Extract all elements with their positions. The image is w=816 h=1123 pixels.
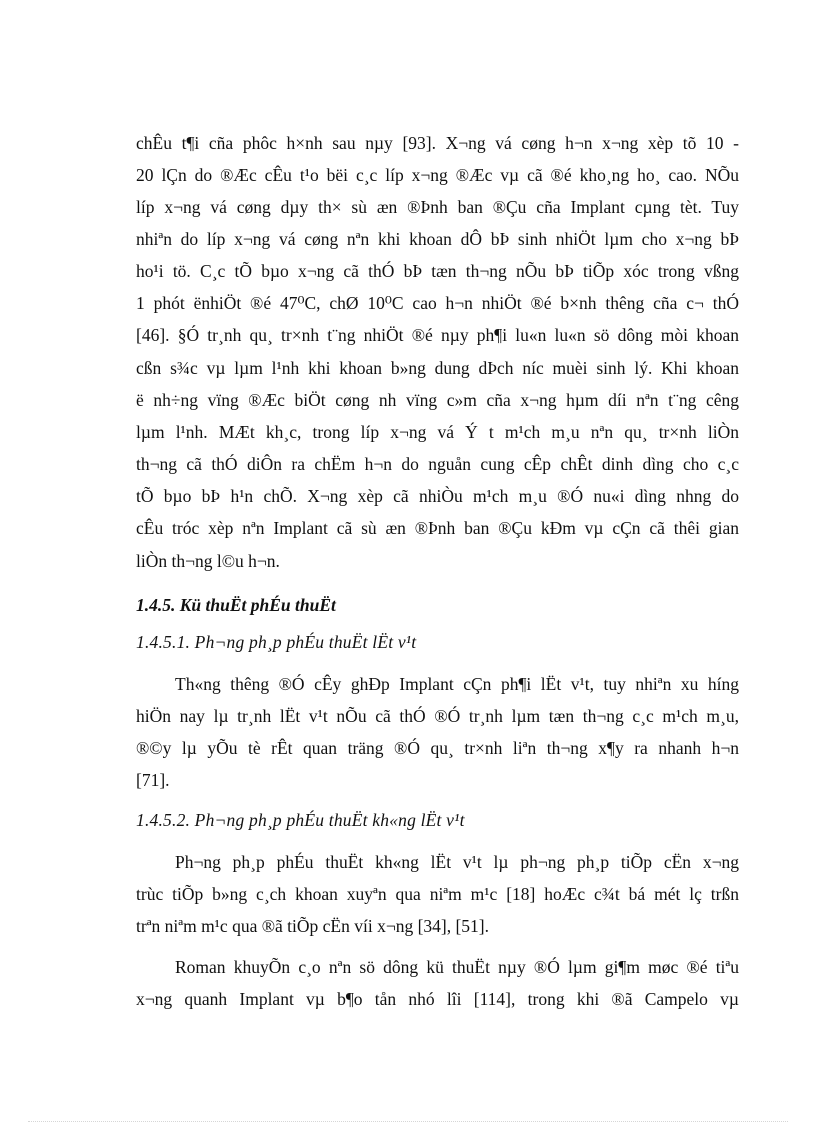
text-line: ho¹i tö. C¸c tÕ bµo x¬ng cã thÓ bÞ tæn th¬ng nÕu bÞ tiÕp xóc trong vßng [136,261,739,281]
text-line: cÊu tróc xèp nªn Implant cã sù æn ®Þnh ban ®Çu kÐm vµ cÇn cã thêi gian [136,518,739,538]
text-line: líp x¬ng vá cøng dµy th× sù æn ®Þnh ban ®Çu cña Implant cµng tèt. Tuy [136,197,739,217]
text-line: Roman khuyÕn c¸o nªn sö dông kü thuËt nµy ®Ó lµm gi¶m møc ®é tiªu [175,957,739,977]
text-line: trªn niªm m¹c qua ®ã tiÕp cËn víi x¬ng [34], [51]. [136,916,489,936]
text-line: tÕ bµo bÞ h¹n chÕ. X¬ng xèp cã nhiÒu m¹ch m¸u ®Ó nu«i dìng nhng do [136,486,739,506]
text-line: lµm l¹nh. MÆt kh¸c, trong líp x¬ng vá Ý t m¹ch m¸u nªn qu¸ tr×nh liÒn [136,422,739,442]
text-line: trùc tiÕp b»ng c¸ch khoan xuyªn qua niªm m¹c [18] hoÆc c¾t bá mét lç trßn [136,884,739,904]
subsection-heading-1-4-5-1: 1.4.5.1. Ph¬ng ph¸p phÉu thuËt lËt v¹t [136,632,417,652]
text-line: cßn s¾c vµ lµm l¹nh khi khoan b»ng dung dÞch níc muèi sinh lý. Khi khoan [136,358,739,378]
text-line: liÒn th¬ng l©u h¬n. [136,551,280,571]
text-line: hiÖn nay lµ tr¸nh lËt v¹t nÕu cã thÓ ®Ó tr¸nh lµm tæn th¬ng c¸c m¹ch m¸u, [136,706,739,726]
subsection-heading-1-4-5-2: 1.4.5.2. Ph¬ng ph¸p phÉu thuËt kh«ng lËt v¹t [136,810,465,830]
page-bottom-divider [28,1121,788,1122]
text-line: chÊu t¶i cña phôc h×nh sau nµy [93]. X¬ng vá cøng h¬n x¬ng xèp tõ 10 - [136,133,739,153]
text-line: x¬ng quanh Implant vµ b¶o tån nhó lîi [114], trong khi ®ã Campelo vµ [136,989,739,1009]
text-line: Ph¬ng ph¸p phÉu thuËt kh«ng lËt v¹t lµ ph¬ng ph¸p tiÕp cËn x¬ng [175,852,739,872]
section-heading-1-4-5: 1.4.5. Kü thuËt phÉu thuËt [136,595,336,615]
text-line: nhiªn do líp x¬ng vá cøng nªn khi khoan dÔ bÞ sinh nhiÖt lµm cho x¬ng bÞ [136,229,739,249]
text-line: 20 lÇn do ®Æc cÊu t¹o bëi c¸c líp x¬ng ®Æc vµ cã ®é kho¸ng ho¸ cao. NÕu [136,165,739,185]
text-line: [71]. [136,770,170,790]
text-line: 1 phót ënhiÖt ®é 47⁰C, chØ 10⁰C cao h¬n nhiÖt ®é b×nh thêng cña c¬ thÓ [136,293,739,313]
text-line: th¬ng cã thÓ diÔn ra chËm h¬n do nguån cung cÊp chÊt dinh dìng cho c¸c [136,454,739,474]
text-line: Th«ng thêng ®Ó cÊy ghÐp Implant cÇn ph¶i lËt v¹t, tuy nhiªn xu híng [175,674,739,694]
text-line: [46]. §Ó tr¸nh qu¸ tr×nh t¨ng nhiÖt ®é nµy ph¶i lu«n lu«n sö dông mòi khoan [136,325,739,345]
text-line: ®©y lµ yÕu tè rÊt quan träng ®Ó qu¸ tr×nh liªn th¬ng x¶y ra nhanh h¬n [136,738,739,758]
text-line: ë nh÷ng vïng ®Æc biÖt cøng nh vïng c»m cña x¬ng hµm díi nªn t¨ng cêng [136,390,739,410]
